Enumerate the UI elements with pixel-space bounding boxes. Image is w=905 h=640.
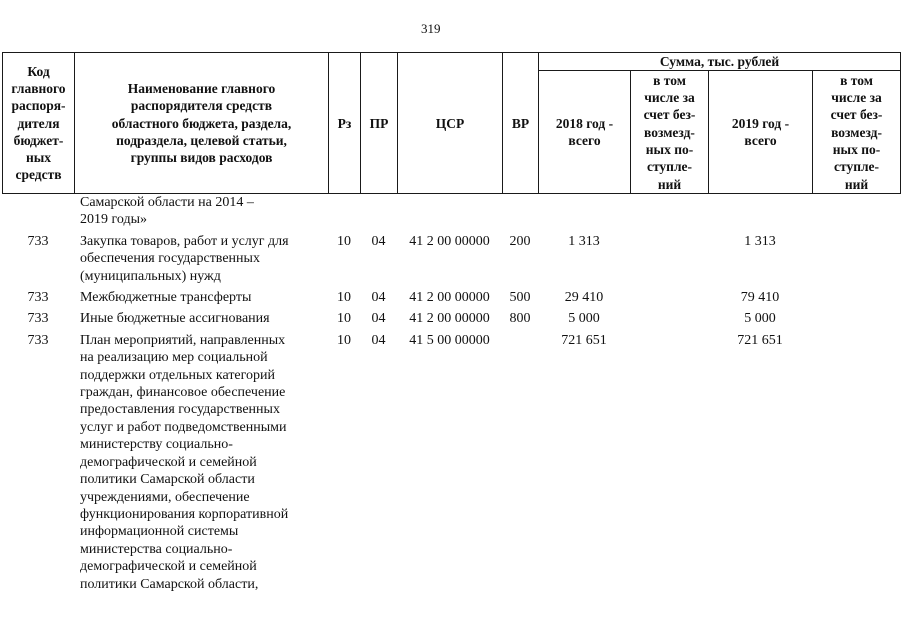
cell-code bbox=[2, 194, 74, 231]
cell-2019-grants bbox=[812, 330, 900, 595]
cell-csr: 41 5 00 00000 bbox=[409, 332, 490, 348]
cell-name: План мероприятий, направленных на реализацию мер социальной поддержки отдельных категорий граждан, финансовое обеспечение предоставления государственных услуг и работ подведомственными министерству социально- демографической и семейной политики Самарской области учреждениями, обеспечение функционирования корпоративной информационной системы министерства социально- демографической и семейной политики Самарской области, bbox=[80, 332, 289, 592]
cell-vr: 800 bbox=[509, 311, 531, 327]
cell-name: Межбюджетные трансферты bbox=[80, 290, 252, 306]
cell-2018-total: 1 313 bbox=[568, 233, 600, 249]
cell-2018-grants bbox=[630, 308, 708, 329]
header-vr: ВР bbox=[503, 53, 539, 194]
cell-name: Самарской области на 2014 – 2019 годы» bbox=[80, 195, 254, 228]
cell-2018-total: 721 651 bbox=[561, 332, 607, 348]
header-2019-grants: в том числе за счет без- возмезд- ных по- ступле- ний bbox=[813, 71, 901, 194]
cell-csr: 41 2 00 00000 bbox=[409, 233, 490, 249]
cell-2018-grants bbox=[630, 287, 708, 308]
cell-2018-total: 5 000 bbox=[568, 311, 600, 327]
cell-2019-grants bbox=[812, 308, 900, 329]
cell-code: 733 bbox=[27, 332, 49, 348]
cell-2019-grants bbox=[812, 287, 900, 308]
cell-code: 733 bbox=[27, 233, 49, 249]
header-csr: ЦСР bbox=[398, 53, 503, 194]
cell-code: 733 bbox=[27, 290, 49, 306]
cell-pr: 04 bbox=[371, 332, 386, 348]
cell-rz: 10 bbox=[337, 290, 351, 306]
cell-2018-grants bbox=[630, 330, 708, 595]
cell-vr: 500 bbox=[509, 290, 531, 306]
cell-csr: 41 2 00 00000 bbox=[409, 290, 490, 306]
cell-2018-total: 29 410 bbox=[564, 290, 604, 306]
cell-rz: 10 bbox=[337, 332, 351, 348]
header-code: Код главного распоря- дителя бюджет- ных средств bbox=[3, 53, 75, 194]
cell-name: Иные бюджетные ассигнования bbox=[80, 311, 270, 327]
header-name: Наименование главного распорядителя средств областного бюджета, раздела, подраздела, целевой статьи, группы видов расходов bbox=[75, 53, 329, 194]
cell-2018-grants bbox=[630, 194, 708, 231]
table-header bbox=[2, 52, 901, 194]
cell-2018-grants bbox=[630, 231, 708, 287]
cell-rz: 10 bbox=[337, 311, 351, 327]
cell-rz bbox=[328, 194, 360, 231]
header-sum: Сумма, тыс. рублей bbox=[539, 53, 901, 71]
table-row bbox=[2, 330, 900, 595]
table-row bbox=[2, 231, 900, 287]
header-rz: Рз bbox=[329, 53, 361, 194]
cell-pr: 04 bbox=[371, 311, 386, 327]
header-2018-grants: в том числе за счет без- возмезд- ных по- ступле- ний bbox=[631, 71, 709, 194]
cell-2019-total: 721 651 bbox=[737, 332, 783, 348]
cell-rz: 10 bbox=[337, 233, 351, 249]
cell-pr bbox=[360, 194, 397, 231]
table-row bbox=[2, 194, 900, 231]
cell-csr: 41 2 00 00000 bbox=[409, 311, 490, 327]
cell-pr: 04 bbox=[371, 290, 386, 306]
cell-2019-grants bbox=[812, 194, 900, 231]
cell-pr: 04 bbox=[371, 233, 386, 249]
cell-2018-total bbox=[538, 194, 630, 231]
cell-2019-total: 5 000 bbox=[744, 311, 776, 327]
table-row bbox=[2, 308, 900, 329]
cell-2019-total: 79 410 bbox=[740, 290, 780, 306]
cell-2019-grants bbox=[812, 231, 900, 287]
cell-code: 733 bbox=[27, 311, 49, 327]
header-2018-total: 2018 год - всего bbox=[539, 71, 631, 194]
cell-vr: 200 bbox=[509, 233, 531, 249]
table-body bbox=[2, 194, 900, 595]
table-row bbox=[2, 287, 900, 308]
cell-2019-total: 1 313 bbox=[744, 233, 776, 249]
cell-2019-total bbox=[708, 194, 812, 231]
cell-vr bbox=[502, 194, 538, 231]
header-pr: ПР bbox=[361, 53, 398, 194]
page-number: 319 bbox=[421, 21, 441, 36]
cell-csr bbox=[397, 194, 502, 231]
cell-name: Закупка товаров, работ и услуг для обеспечения государственных (муниципальных) нужд bbox=[80, 233, 289, 284]
cell-vr bbox=[502, 330, 538, 595]
header-2019-total: 2019 год - всего bbox=[709, 71, 813, 194]
